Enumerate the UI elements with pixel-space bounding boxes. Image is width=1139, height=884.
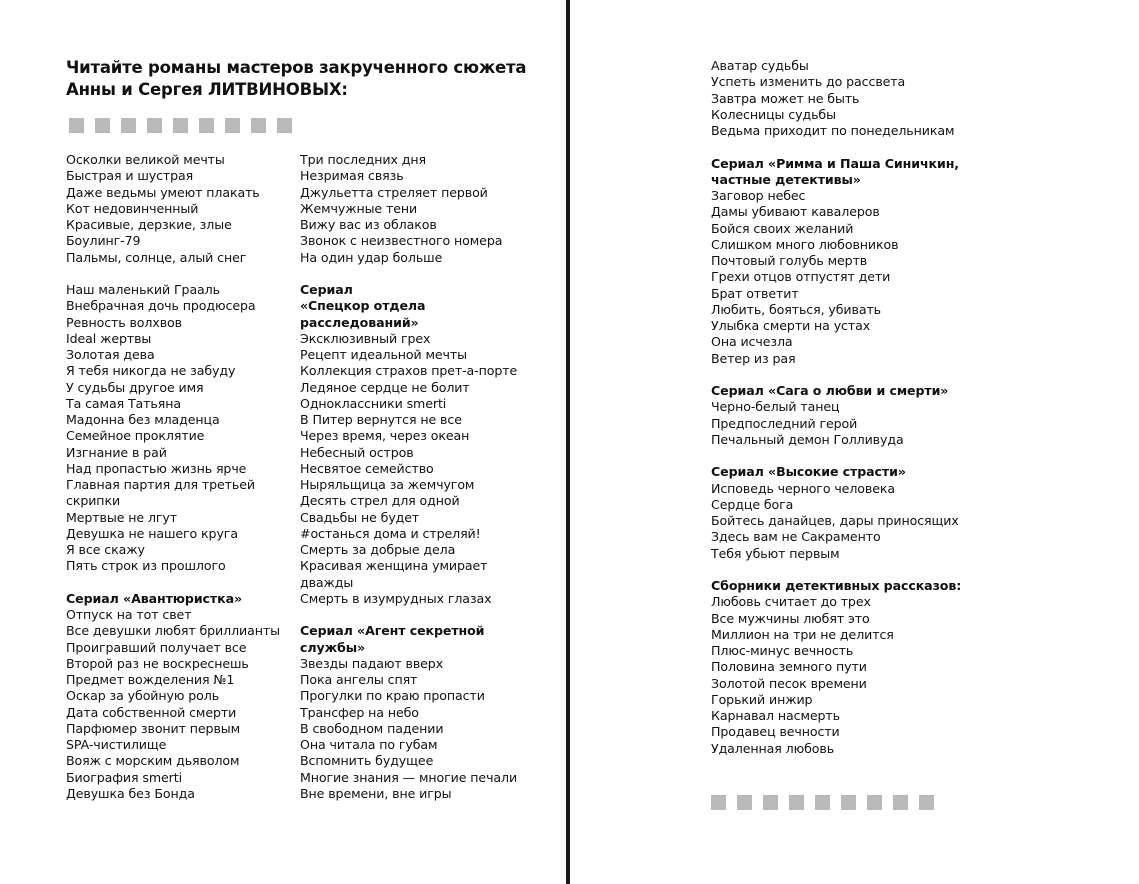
- series-heading: Сборники детективных рассказов:: [711, 578, 962, 593]
- book-title: Смерть за добрые дела: [300, 542, 456, 557]
- book-title: Девушка без Бонда: [66, 785, 195, 801]
- book-title: Боулинг-79: [66, 233, 141, 249]
- square-ornament: [711, 795, 726, 810]
- book-title: Парфюмер звонит первым: [66, 720, 241, 736]
- book-title: Дамы убивают кавалеров: [711, 204, 880, 220]
- series-heading: Сериал «Агент секретной: [300, 623, 485, 639]
- list-spacer: [711, 448, 961, 464]
- book-title: Мадонна без младенца: [66, 412, 220, 427]
- series-heading: Сериал «Сага о любви и смерти»: [711, 383, 949, 398]
- square-ornament: [867, 795, 882, 810]
- book-title: Десять стрел для одной: [300, 493, 460, 509]
- series-heading: Сериал «Авантюристка»: [66, 590, 243, 606]
- list-spacer: [711, 562, 961, 578]
- title-line-2: Анны и Сергея ЛИТВИНОВЫХ:: [66, 80, 348, 99]
- book-title: Плюс-минус вечность: [711, 643, 854, 658]
- square-ornament: [277, 118, 292, 133]
- book-title: Внебрачная дочь продюсера: [66, 298, 256, 314]
- book-list-column-1: [66, 152, 280, 802]
- book-title: Исповедь черного человека: [711, 480, 895, 496]
- book-title: Три последних дня: [300, 152, 426, 167]
- book-title: Пока ангелы спят: [300, 672, 418, 687]
- book-title: Через время, через океан: [300, 428, 470, 444]
- decorative-squares-top: [69, 118, 292, 133]
- square-ornament: [893, 795, 908, 810]
- book-title: Незримая связь: [300, 168, 404, 184]
- book-title: Оскар за убойную роль: [66, 688, 220, 704]
- list-spacer: [711, 367, 961, 383]
- book-title: SPA-чистилище: [66, 737, 167, 752]
- book-title: Звезды падают вверх: [300, 655, 444, 671]
- book-title: Здесь вам не Сакраменто: [711, 529, 881, 545]
- square-ornament: [173, 118, 188, 133]
- book-title: Горький инжир: [711, 691, 813, 707]
- book-title: В Питер вернутся не все: [300, 412, 462, 427]
- square-ornament: [225, 118, 240, 133]
- book-title: Вояж с морским дьяволом: [66, 753, 240, 769]
- page-title: [66, 57, 546, 101]
- square-ornament: [815, 795, 830, 810]
- book-title: Ветер из рая: [711, 350, 796, 366]
- book-title: Продавец вечности: [711, 724, 840, 740]
- book-title: Прогулки по краю пропасти: [300, 688, 485, 704]
- book-title: Джульетта стреляет первой: [300, 184, 488, 200]
- book-title: Вне времени, вне игры: [300, 785, 452, 801]
- square-ornament: [199, 118, 214, 133]
- book-title: Эксклюзивный грех: [300, 330, 431, 346]
- series-heading: частные детективы»: [711, 171, 861, 187]
- book-title: Пять строк из прошлого: [66, 558, 226, 574]
- book-title: Брат ответит: [711, 285, 799, 301]
- book-title: Я все скажу: [66, 542, 145, 557]
- book-title: #останься дома и стреляй!: [300, 525, 481, 541]
- book-title: У судьбы другое имя: [66, 379, 204, 395]
- book-title: Тебя убьют первым: [711, 545, 840, 561]
- book-title: Ideal жертвы: [66, 330, 152, 346]
- book-title: Я тебя никогда не забуду: [66, 363, 236, 379]
- decorative-squares-bottom: [711, 795, 934, 810]
- series-heading: Сериал «Высокие страсти»: [711, 464, 906, 480]
- square-ornament: [919, 795, 934, 810]
- book-title: Кот недовинченный: [66, 200, 199, 216]
- square-ornament: [841, 795, 856, 810]
- square-ornament: [763, 795, 778, 810]
- book-title: Все девушки любят бриллианты: [66, 623, 280, 639]
- title-line-1: Читайте романы мастеров закрученного сюжета: [66, 58, 527, 77]
- book-title: Несвятое семейство: [300, 460, 434, 476]
- book-title: Дата собственной смерти: [66, 704, 237, 720]
- book-title: Свадьбы не будет: [300, 509, 420, 525]
- square-ornament: [121, 118, 136, 133]
- series-heading: «Спецкор отдела: [300, 298, 426, 314]
- book-title: Печальный демон Голливуда: [711, 431, 904, 447]
- book-title: Семейное проклятие: [66, 428, 205, 444]
- book-title: Биография smerti: [66, 769, 182, 785]
- book-title: Половина земного пути: [711, 659, 867, 675]
- book-title: Рецепт идеальной мечты: [300, 347, 467, 362]
- book-title: Та самая Татьяна: [66, 395, 181, 411]
- book-title: Небесный остров: [300, 444, 414, 460]
- book-title: Главная партия для третьей: [66, 477, 255, 492]
- book-title: Проигравший получает все: [66, 639, 247, 655]
- book-title: Осколки великой мечты: [66, 152, 225, 167]
- book-title: Грехи отцов отпустят дети: [711, 269, 891, 285]
- square-ornament: [95, 118, 110, 133]
- book-title: Коллекция страхов прет-а-порте: [300, 363, 518, 379]
- square-ornament: [789, 795, 804, 810]
- book-title: Золотая дева: [66, 347, 155, 362]
- book-title: Черно-белый танец: [711, 399, 840, 415]
- list-spacer: [66, 575, 280, 591]
- book-title: Почтовый голубь мертв: [711, 253, 868, 268]
- book-title: Слишком много любовников: [711, 236, 899, 252]
- book-title: Ведьма приходит по понедельникам: [711, 123, 955, 138]
- book-title: Ревность волхвов: [66, 314, 182, 330]
- book-title: Удаленная любовь: [711, 740, 835, 756]
- list-spacer: [300, 607, 517, 623]
- book-title: Она исчезла: [711, 334, 793, 350]
- book-title: Любовь считает до трех: [711, 594, 871, 610]
- book-list-column-3: [711, 58, 961, 757]
- book-title: Красивые, дерзкие, злые: [66, 217, 232, 232]
- book-title: Заговор небес: [711, 188, 806, 203]
- book-title: Ледяное сердце не болит: [300, 379, 470, 395]
- book-title: Изгнание в рай: [66, 444, 167, 460]
- book-title: Одноклассники smerti: [300, 395, 447, 411]
- book-title: Предмет вожделения №1: [66, 672, 235, 687]
- square-ornament: [69, 118, 84, 133]
- book-title: Вижу вас из облаков: [300, 217, 437, 232]
- book-title: Жемчужные тени: [300, 200, 418, 216]
- list-spacer: [300, 266, 517, 282]
- book-title: Над пропастью жизнь ярче: [66, 460, 247, 476]
- book-title: Отпуск на тот свет: [66, 607, 192, 622]
- series-heading: Сериал «Римма и Паша Синичкин,: [711, 155, 959, 171]
- book-title: Ныряльщица за жемчугом: [300, 477, 475, 492]
- book-title: Смерть в изумрудных глазах: [300, 590, 492, 606]
- book-title: Звонок с неизвестного номера: [300, 233, 503, 249]
- book-title: Мертвые не лгут: [66, 509, 178, 525]
- square-ornament: [251, 118, 266, 133]
- book-title: Вспомнить будущее: [300, 753, 434, 769]
- book-title: Завтра может не быть: [711, 90, 860, 106]
- square-ornament: [147, 118, 162, 133]
- series-heading: Сериал: [300, 282, 353, 297]
- book-title: Аватар судьбы: [711, 58, 809, 73]
- book-list-column-2: [300, 152, 517, 802]
- book-title: Золотой песок времени: [711, 675, 867, 691]
- book-title: На один удар больше: [300, 249, 443, 265]
- book-title: Многие знания — многие печали: [300, 769, 518, 785]
- book-title: Успеть изменить до рассвета: [711, 74, 906, 90]
- book-title: Улыбка смерти на устах: [711, 318, 871, 333]
- book-title: Колесницы судьбы: [711, 106, 836, 122]
- book-title: Даже ведьмы умеют плакать: [66, 184, 260, 200]
- book-title: Красивая женщина умирает: [300, 558, 488, 574]
- book-title: Бойся своих желаний: [711, 220, 854, 236]
- square-ornament: [737, 795, 752, 810]
- book-title: Второй раз не воскреснешь: [66, 655, 249, 671]
- book-title: дважды: [300, 574, 354, 590]
- book-title: В свободном падении: [300, 720, 444, 736]
- book-title: скрипки: [66, 493, 121, 509]
- book-title: Все мужчины любят это: [711, 610, 870, 626]
- book-title: Девушка не нашего круга: [66, 525, 238, 541]
- book-title: Она читала по губам: [300, 737, 438, 752]
- book-title: Трансфер на небо: [300, 704, 419, 720]
- book-title: Быстрая и шустрая: [66, 168, 194, 184]
- book-title: Карнавал насмерть: [711, 708, 840, 723]
- book-title: Любить, бояться, убивать: [711, 301, 882, 317]
- book-title: Предпоследний герой: [711, 415, 858, 431]
- page-divider: [566, 0, 570, 884]
- list-spacer: [711, 139, 961, 155]
- series-heading: службы»: [300, 639, 366, 655]
- series-heading: расследований»: [300, 314, 419, 330]
- book-title: Бойтесь данайцев, дары приносящих: [711, 513, 959, 528]
- list-spacer: [66, 266, 280, 282]
- book-title: Пальмы, солнце, алый снег: [66, 249, 247, 265]
- book-title: Наш маленький Грааль: [66, 282, 220, 297]
- book-title: Сердце бога: [711, 496, 794, 512]
- book-title: Миллион на три не делится: [711, 626, 894, 642]
